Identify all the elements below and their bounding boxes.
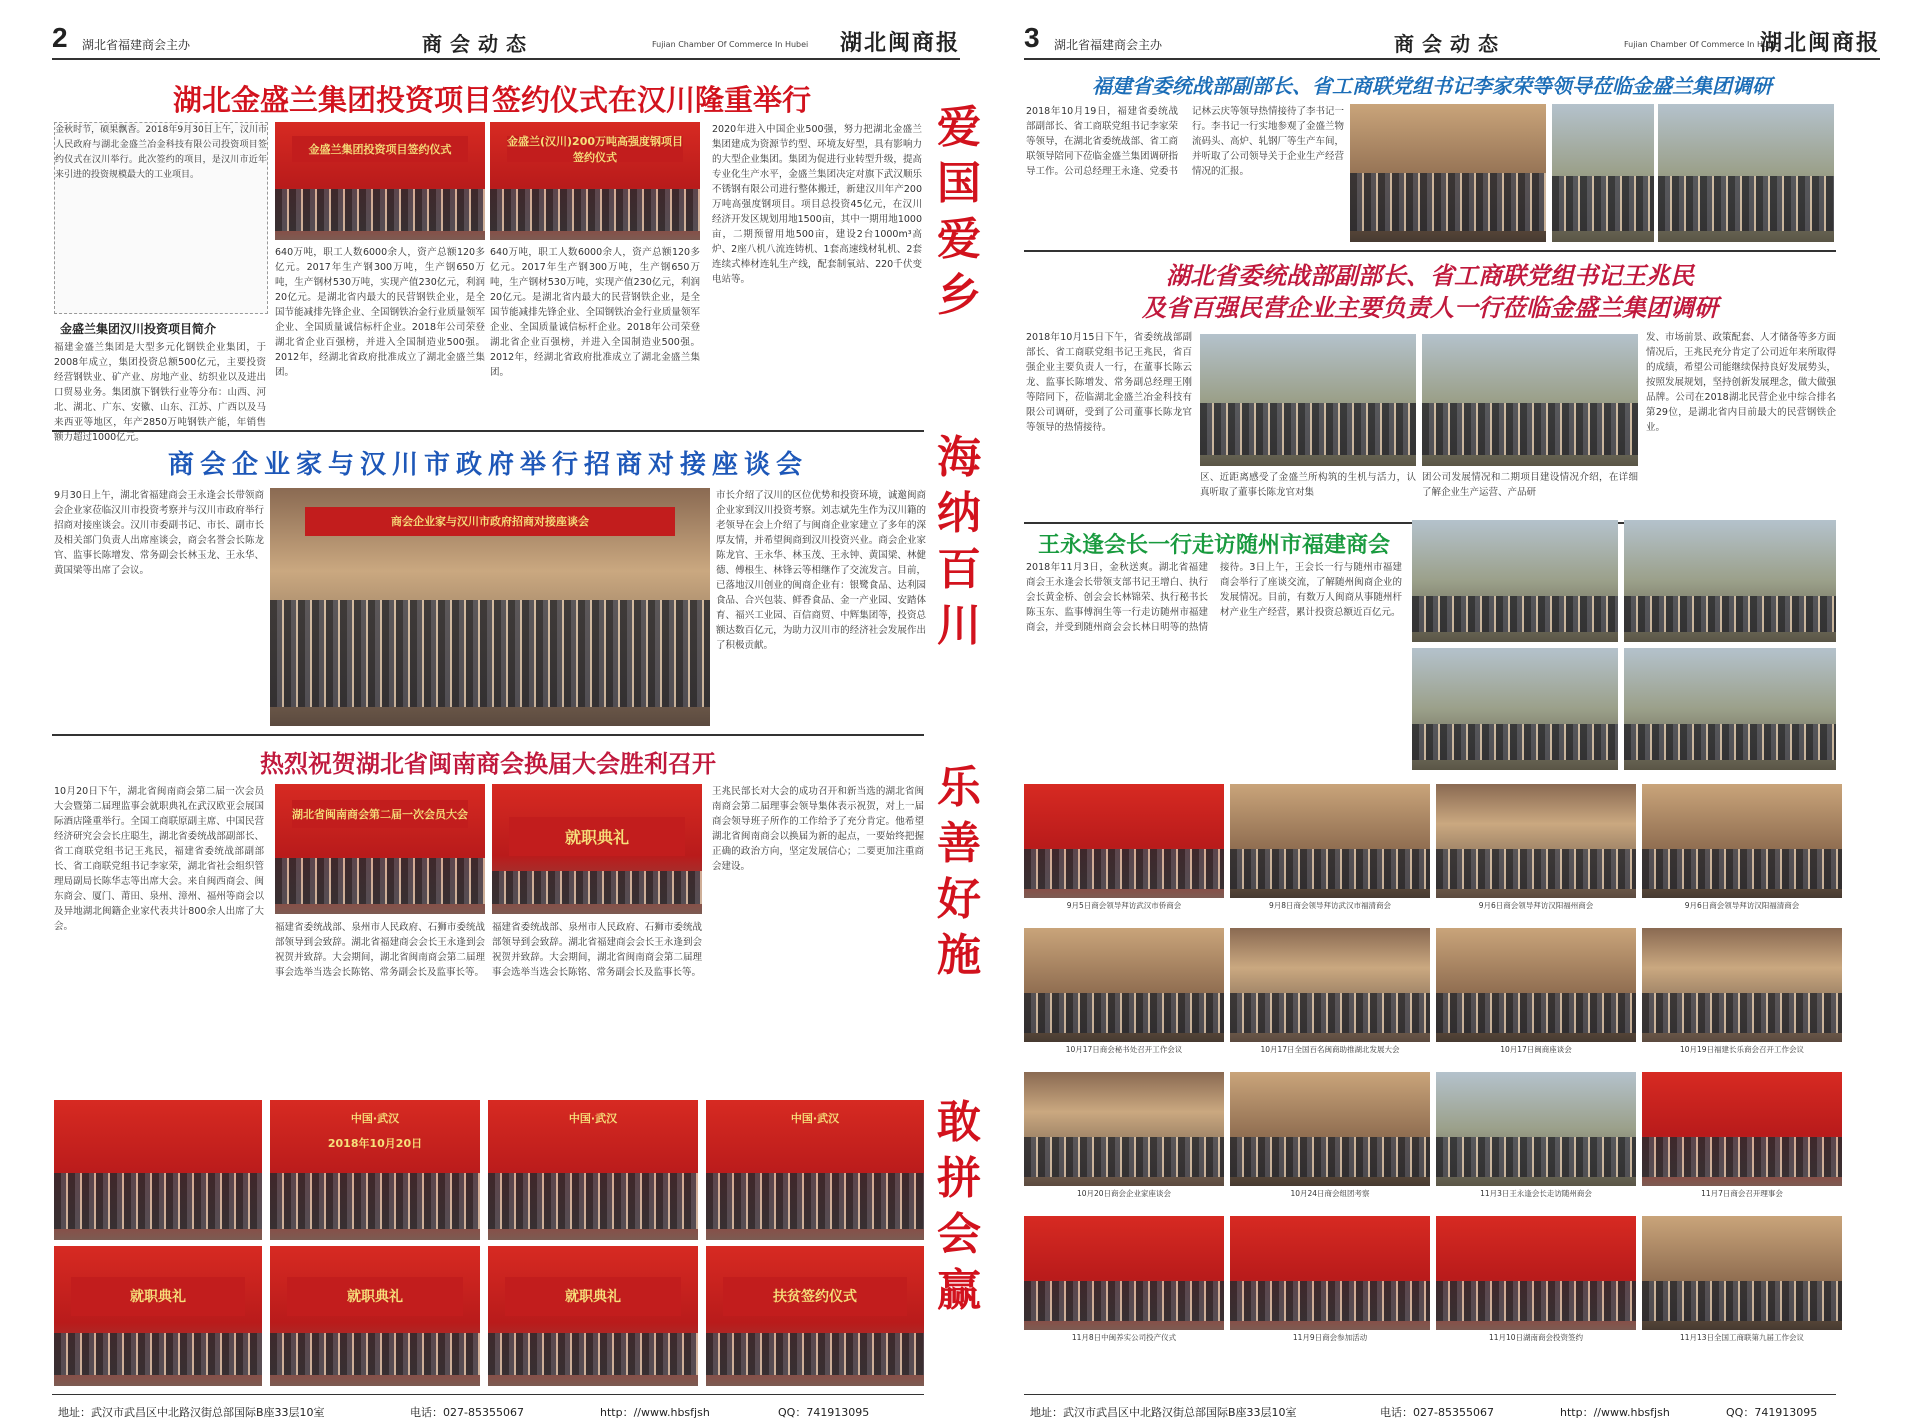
photo-fujian-visit-1 — [1350, 104, 1546, 242]
grid-photo — [1436, 1216, 1636, 1330]
grid-photo-caption: 10月20日商会企业家座谈会 — [1076, 1189, 1172, 1198]
grid-photo-caption: 9月6日商会领导拜访汉阳福州商会 — [1478, 901, 1594, 910]
publisher-english: Fujian Chamber Of Commerce In Hubei — [1624, 40, 1781, 49]
footer-phone: 电话：027-85355067 — [410, 1406, 524, 1419]
slogan-1: 爱国爱乡 — [937, 102, 981, 321]
grid-photo-caption: 10月17日全国百名闽商助推湖北发展大会 — [1260, 1045, 1400, 1054]
wang-visit-caption-2: 团公司发展情况和二期项目建设情况介绍，在详细了解企业生产运营、产品研 — [1422, 472, 1638, 498]
subhead-intro: 金盛兰集团汉川投资项目简介 — [60, 322, 217, 336]
footer-rule — [52, 1394, 924, 1395]
footer-website: http：//www.hbsfjsh — [1560, 1406, 1670, 1419]
photo-suizhou-2 — [1624, 520, 1836, 642]
election-article-col2: 福建省委统战部、泉州市人民政府、石狮市委统战部领导到会致辞。湖北省福建商会会长王永逢到会祝贺并致辞。大会期间，湖北省闽南商会第二届理事会选举当选会长陈铭、常务副会长及监事长等。 — [275, 922, 485, 978]
wang-visit-article-col1: 2018年10月15日下午，省委统战部副部长、省工商联党组书记王兆民，省百强企业主要负责人一行，在董事长陈云龙、监事长陈增发、常务副总经理王刚等陪同下，莅临湖北金盛兰冶金科技有限公司调研，受到了公司董事长陈龙官等领导的热情接待。 — [1026, 332, 1192, 433]
headline-investment-forum: 商会企业家与汉川市政府举行招商对接座谈会 — [167, 450, 808, 480]
photo-election-2: 就职典礼 — [492, 784, 702, 914]
photo-signing-ceremony-1: 金盛兰集团投资项目签约仪式 — [275, 122, 485, 240]
grid-photo-caption: 9月8日商会领导拜访武汉市福清商会 — [1268, 901, 1392, 910]
photo-fujian-visit-2 — [1552, 104, 1654, 242]
divider — [52, 734, 924, 736]
photo-award-1: 中国·武汉 2018年10月20日 — [270, 1100, 480, 1240]
photo-suizhou-3 — [1412, 648, 1618, 770]
grid-photo-caption: 10月17日商会秘书处召开工作会议 — [1065, 1045, 1183, 1054]
grid-photo-caption: 11月8日中闽养实公司投产仪式 — [1071, 1333, 1177, 1342]
photo-poverty-signing: 扶贫签约仪式 — [706, 1246, 924, 1386]
grid-photo — [1436, 784, 1636, 898]
newspaper-logo: 湖北闽商报 — [839, 30, 960, 56]
grid-photo — [1642, 928, 1842, 1042]
page-number: 2 — [52, 22, 68, 53]
article-col3: 2020年进入中国企业500强，努力把湖北金盛兰集团建成为资源节约型、环境友好型，具有影响力的大型企业集团。集团为促进行业转型升级，提高专业化生产水平，金盛兰集团决定对旗下武汉顺乐不锈钢有限公司进行整体搬迁，新建汉川年产200万吨高强度钢项目。项目总投资45亿元，在汉川经济开发区规划用地1500亩，其中一期用地1000亩，二期预留用地500亩，建设2台1000m³高炉、2座八机八流连铸机、1套高速线材轧机、2套连续式棒材连轧生产线，配套制氧站、220千伏变电站等。 — [712, 124, 922, 285]
grid-photo — [1230, 1072, 1430, 1186]
section-title: 商会动态 — [422, 32, 534, 56]
slogan-4: 敢拼会赢 — [937, 1097, 981, 1316]
article-lead: 金秋时节，硕果飘香。2018年9月30日上午，汉川市人民政府与湖北金盛兰冶金科技有限公司投资项目签约仪式在汉川举行。此次签约的项目，是汉川市近年来引进的投资规模最大的工业项目。 — [54, 122, 268, 314]
photo-forum-meeting: 商会企业家与汉川市政府招商对接座谈会 — [270, 488, 710, 726]
grid-photo — [1024, 1216, 1224, 1330]
publisher: 湖北省福建商会主办 — [1054, 38, 1163, 52]
grid-photo-caption: 11月7日商会召开理事会 — [1701, 1189, 1783, 1198]
footer-rule — [1024, 1394, 1836, 1395]
photo-suizhou-4 — [1624, 648, 1836, 770]
publisher: 湖北省福建商会主办 — [82, 38, 191, 52]
footer-phone: 电话：027-85355067 — [1380, 1406, 1494, 1419]
photo-award-2: 中国·武汉 — [488, 1100, 698, 1240]
publisher-english: Fujian Chamber Of Commerce In Hubei — [652, 40, 809, 49]
photo-speech — [54, 1100, 262, 1240]
slogan-2: 海纳百川 — [937, 432, 981, 651]
photo-wang-visit-2 — [1422, 334, 1638, 466]
section-title: 商会动态 — [1394, 32, 1506, 56]
article-col2b: 640万吨，职工人数6000余人，资产总额120多亿元。2017年生产钢300万吨，生产钢650万吨，生产钢材530万吨，实现产值230亿元，利润20亿元。是湖北省内最大的民营钢铁企业，是全国节能减排先锋企业、全国钢铁冶金行业质量领军企业、全国质量诚信标杆企业。2018年公司荣登湖北省企业百强榜，并进入全国制造业500强。2012年，经湖北省政府批准成立了湖北金盛兰集团。 — [490, 247, 700, 378]
photo-signing-ceremony-2: 金盛兰(汉川)200万吨高强度钢项目签约仪式 — [490, 122, 700, 240]
headline-wang-visit-2: 及省百强民营企业主要负责人一行莅临金盛兰集团调研 — [1142, 294, 1718, 322]
photo-inauguration-2: 就职典礼 — [270, 1246, 480, 1386]
suizhou-visit-article: 2018年11月3日，金秋送爽。湖北省福建商会王永逢会长带领支部书记王增白、执行会长黄金桥、创会会长林锦荣、执行秘书长陈玉东、监事傅润生等一行走访随州市福建商会，并受到随州商会会长林日明等的热情接待。3日上午，王会长一行与随州市福建商会举行了座谈交流，了解随州闽商企业的发展情况。目前，有数万人闽商从事随州杆材产业生产经营，累计投资总额近百亿元。 — [1026, 562, 1402, 633]
wang-visit-caption-1: 区、近距离感受了金盛兰所构筑的生机与活力，认真听取了董事长陈龙官对集 — [1200, 472, 1416, 498]
grid-photo — [1024, 784, 1224, 898]
grid-photo-caption: 11月13日全国工商联第九届工作会议 — [1679, 1333, 1805, 1342]
page-header — [1024, 24, 1880, 60]
grid-photo-caption: 11月9日商会参加活动 — [1292, 1333, 1368, 1342]
election-article-col3: 王兆民部长对大会的成功召开和新当选的湖北省闽南商会第二届理事会领导集体表示祝贺，对上一届商会领导班子所作的工作给予了充分肯定。他希望湖北省闽南商会以换届为新的起点，一要始终把握正确的政治方向，坚定发展信心；二要更加注重商会建设。 — [712, 786, 924, 872]
photo-award-3: 中国·武汉 — [706, 1100, 924, 1240]
grid-photo — [1436, 928, 1636, 1042]
headline-fujian-visit: 福建省委统战部副部长、省工商联党组书记李家荣等领导莅临金盛兰集团调研 — [1092, 74, 1772, 98]
footer-address: 地址：武汉市武昌区中北路汉街总部国际B座33层10室 — [58, 1406, 325, 1419]
grid-photo — [1642, 1072, 1842, 1186]
photo-suizhou-1 — [1412, 520, 1618, 642]
forum-article-col1: 9月30日上午，湖北省福建商会王永逢会长带领商会企业家莅临汉川市投资考察并与汉川市政府举行招商对接座谈会。汉川市委副书记、市长、副市长及相关部门负责人出席座谈会，商会名誉会长陈龙官、监事长陈增发、常务副会长林玉龙、王永华、黄国梁等出席了会议。 — [54, 490, 264, 576]
grid-photo — [1436, 1072, 1636, 1186]
headline-minnan-election: 热烈祝贺湖北省闽南商会换届大会胜利召开 — [260, 750, 716, 778]
slogan-3: 乐善好施 — [937, 762, 981, 981]
photo-inauguration-1: 就职典礼 — [54, 1246, 262, 1386]
election-article-col2b: 福建省委统战部、泉州市人民政府、石狮市委统战部领导到会致辞。湖北省福建商会会长王永逢到会祝贺并致辞。大会期间，湖北省闽南商会第二届理事会选举当选会长陈铭、常务副会长及监事长等。 — [492, 922, 702, 978]
grid-photo-caption: 11月10日湖南商会投资签约 — [1488, 1333, 1584, 1342]
grid-photo-caption: 10月24日商会组团考察 — [1290, 1189, 1370, 1198]
election-article-col1: 10月20日下午，湖北省闽南商会第二届一次会员大会暨第二届理监事会就职典礼在武汉欧亚会展国际酒店隆重举行。全国工商联原副主席、中国民营经济研究会会长庄聪生，湖北省委统战部副部长、省工商联党组书记王兆民，福建省委统战部副部长、省工商联党组书记李家荣，湖北省社会组织管理局副局长陈华志等出席大会。来自闽西商会、闽东商会、厦门、莆田、泉州、漳州、福州等商会以及异地湖北闽籍企业家代表共计800余人出席了大会。 — [54, 786, 264, 932]
grid-photo — [1230, 784, 1430, 898]
photo-fujian-visit-3 — [1658, 104, 1834, 242]
page-header — [52, 24, 960, 60]
forum-article-col2: 市长介绍了汉川的区位优势和投资环境，诚邀闽商企业家到汉川投资考察。刘志斌先生作为汉川籍的老领导在会上介绍了与闽商企业家建立了多年的深厚友情，并希望闽商到汉川投资兴业。商会企业家陈龙官、王永华、林玉茂、王永钟、黄国梁、林健德、傅根生、林锋云等相继作了交流发言。目前，已落地汉川创业的闽商企业有：银鹭食品、达利园食品、合兴包装、鲜香食品、金一产业园、安踏体育、福兴工业园、百信商贸、中辉集团等，投资总额达数百亿元，为助力汉川市的经济社会发展作出了积极贡献。 — [716, 490, 926, 651]
grid-photo — [1230, 1216, 1430, 1330]
fujian-visit-article: 2018年10月19日，福建省委统战部副部长、省工商联党组书记李家荣等领导，在湖北省委统战部、省工商联领导陪同下莅临金盛兰集团调研指导工作。公司总经理王永逢、党委书记林云庆等领导热情接待了李书记一行。李书记一行实地参观了金盛兰物流码头、高炉、轧钢厂等生产车间，并听取了公司领导关于企业生产经营情况的汇报。 — [1026, 106, 1345, 177]
grid-photo — [1642, 1216, 1842, 1330]
footer-qq: QQ：741913095 — [1726, 1406, 1818, 1419]
footer-website: http：//www.hbsfjsh — [600, 1406, 710, 1419]
footer-address: 地址：武汉市武昌区中北路汉街总部国际B座33层10室 — [1030, 1406, 1297, 1419]
divider — [1024, 250, 1836, 252]
page-number: 3 — [1024, 22, 1040, 53]
grid-photo — [1230, 928, 1430, 1042]
grid-photo — [1024, 928, 1224, 1042]
grid-photo — [1024, 1072, 1224, 1186]
photo-wang-visit-1 — [1200, 334, 1416, 466]
photo-inauguration-3: 就职典礼 — [488, 1246, 698, 1386]
footer-qq: QQ：741913095 — [778, 1406, 870, 1419]
grid-photo-caption: 10月17日闽商座谈会 — [1500, 1045, 1572, 1054]
grid-photo — [1642, 784, 1842, 898]
article-intro: 福建金盛兰集团是大型多元化钢铁企业集团，于2008年成立，集团投资总额500亿元，主要投资经营钢铁业、矿产业、房地产业、纺织业以及进出口贸易业务。集团旗下钢铁行业等分布：山西、河北、湖北、广东、安徽、山东、江苏、广西以及马来西亚等地区，年产2850万吨钢铁产能，年销售额力超过1000亿元。 — [54, 342, 266, 443]
grid-photo-caption: 9月6日商会领导拜访汉阳福清商会 — [1684, 901, 1800, 910]
right-page — [960, 0, 1920, 1423]
divider — [52, 430, 924, 432]
headline-wang-visit-1: 湖北省委统战部副部长、省工商联党组书记王兆民 — [1166, 262, 1694, 290]
grid-photo-caption: 9月5日商会领导拜访武汉市侨商会 — [1066, 901, 1182, 910]
grid-photo-caption: 11月3日王永逢会长走访随州商会 — [1480, 1189, 1592, 1198]
newspaper-logo: 湖北闽商报 — [1759, 30, 1880, 56]
headline-signing: 湖北金盛兰集团投资项目签约仪式在汉川隆重举行 — [172, 83, 811, 117]
photo-election-1: 湖北省闽南商会第二届一次会员大会 — [275, 784, 485, 914]
wang-visit-article-col4: 发、市场前景、政策配套、人才储备等多方面情况后，王兆民充分肯定了公司近年来所取得的成绩，希望公司能继续保持良好发展势头，按照发展规划，坚持创新发展理念，做大做强品牌。公司在2018湖北民营企业中综合排名第29位，是湖北省内目前最大的民营钢铁企业。 — [1646, 332, 1837, 433]
grid-photo-caption: 10月19日福建长乐商会召开工作会议 — [1679, 1045, 1805, 1054]
headline-suizhou-visit: 王永逢会长一行走访随州市福建商会 — [1037, 533, 1390, 558]
article-col2: 640万吨，职工人数6000余人，资产总额120多亿元。2017年生产钢300万吨，生产钢650万吨，生产钢材530万吨，实现产值230亿元，利润20亿元。是湖北省内最大的民营钢铁企业，是全国节能减排先锋企业、全国钢铁冶金行业质量领军企业、全国质量诚信标杆企业。2018年公司荣登湖北省企业百强榜，并进入全国制造业500强。2012年，经湖北省政府批准成立了湖北金盛兰集团。 — [275, 247, 485, 378]
